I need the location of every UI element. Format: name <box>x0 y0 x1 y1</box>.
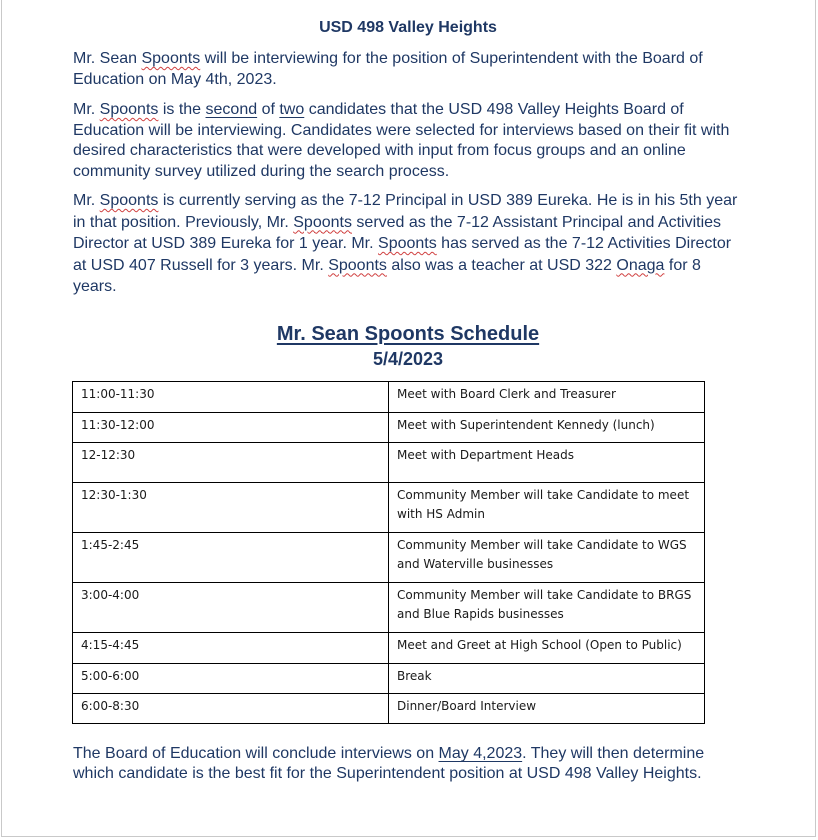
schedule-title: Mr. Sean Spoonts Schedule <box>276 323 540 345</box>
table-row <box>73 694 705 724</box>
activity-cell: Meet with Superintendent Kennedy (lunch) <box>389 413 705 443</box>
activity-cell: Community Member will take Candidate to BRGS and Blue Rapids businesses <box>389 583 705 633</box>
spellcheck-word: Spoonts <box>141 50 201 67</box>
time-cell: 11:30-12:00 <box>73 413 389 443</box>
spellcheck-word: Spoonts <box>293 213 352 231</box>
table-row <box>73 633 705 664</box>
table-row <box>73 533 705 583</box>
table-row <box>73 483 705 533</box>
activity-cell: Dinner/Board Interview <box>389 694 705 724</box>
closing-paragraph: The Board of Education will conclude interviews on May 4,2023. They will then determine which candidate is the best fit for the Superintendent position at USD 498 Valley Heights. <box>73 745 705 782</box>
underlined-date: May 4,2023 <box>438 745 523 762</box>
document-title: USD 498 Valley Heights <box>319 19 497 36</box>
spellcheck-word: Spoonts <box>378 235 437 252</box>
time-cell: 11:00-11:30 <box>73 382 389 413</box>
table-row <box>73 583 705 633</box>
time-cell: 1:45-2:45 <box>73 533 389 583</box>
activity-cell: Meet with Board Clerk and Treasurer <box>389 382 705 413</box>
activity-cell: Community Member will take Candidate to meet with HS Admin <box>389 483 705 533</box>
spellcheck-word: Spoonts <box>99 101 159 118</box>
spellcheck-word: Onaga <box>616 256 665 274</box>
table-row <box>73 382 705 413</box>
activity-cell: Meet and Greet at High School (Open to Public) <box>389 633 705 664</box>
activity-cell: Break <box>389 664 705 694</box>
table-row <box>73 664 705 694</box>
intro-paragraph-3: Mr. Spoonts is currently serving as the 7-12 Principal in USD 389 Eureka. He is in his 5th year in that position. Previously, Mr. Spoonts served as the 7-12 Assistant Principal and Activities Director at USD 389 Eureka for 1 year. Mr. Spoonts has served as the 7-12 Activities Director at USD 407 Russell for 3 years. Mr. Spoonts also was a teacher at USD 322 Onaga for 8 years. <box>73 192 738 295</box>
intro-paragraph-1: Mr. Sean Spoonts will be interviewing for the position of Superintendent with the Board of Education on May 4th, 2023. <box>73 50 703 88</box>
activity-cell: Meet with Department Heads <box>389 443 705 483</box>
spellcheck-word: Spoonts <box>99 192 159 209</box>
spellcheck-word: Spoonts <box>328 256 387 274</box>
time-cell: 3:00-4:00 <box>73 583 389 633</box>
table-row <box>73 413 705 443</box>
time-cell: 12:30-1:30 <box>73 483 389 533</box>
time-cell: 4:15-4:45 <box>73 633 389 664</box>
intro-paragraph-2: Mr. Spoonts is the second of two candidates that the USD 498 Valley Heights Board of Education will be interviewing. Candidates were selected for interviews based on their fit with desired characteristics that were developed with input from focus groups and an online community survey utilized during the search process. <box>73 101 730 180</box>
underlined-word: second <box>205 101 258 118</box>
time-cell: 5:00-6:00 <box>73 664 389 694</box>
schedule-date: 5/4/2023 <box>372 349 444 369</box>
time-cell: 12-12:30 <box>73 443 389 483</box>
activity-cell: Community Member will take Candidate to WGS and Waterville businesses <box>389 533 705 583</box>
underlined-word: two <box>279 101 305 118</box>
table-row <box>73 443 705 483</box>
time-cell: 6:00-8:30 <box>73 694 389 724</box>
schedule-table <box>72 381 705 724</box>
